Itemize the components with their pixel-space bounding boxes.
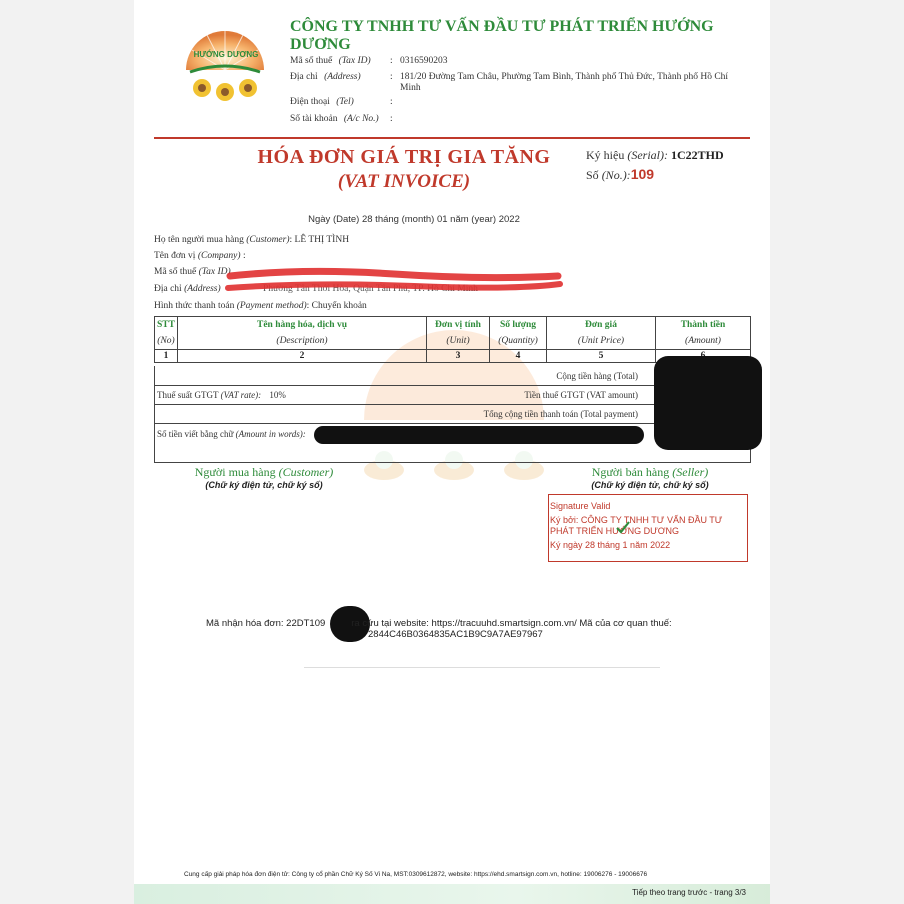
amount-words-row bbox=[157, 429, 306, 439]
header-cell: Đơn vị tính bbox=[427, 317, 490, 334]
tax-id-label-en: (Tax ID) bbox=[338, 56, 371, 66]
header-cell-en: (Unit) bbox=[427, 333, 490, 350]
invoice-title: HÓA ĐƠN GIÁ TRỊ GIA TĂNG bbox=[257, 146, 551, 168]
customer-name-row: Họ tên người mua hàng (Customer): LÊ THỊ TÌNH bbox=[154, 235, 350, 245]
header-cell-en: (Quantity) bbox=[490, 333, 547, 350]
vat-rate-label: Thuế suất GTGT bbox=[157, 390, 219, 400]
header-cell: STT bbox=[155, 317, 178, 334]
digital-signature-box bbox=[548, 494, 748, 562]
customer-name-label-en: (Customer) bbox=[246, 235, 290, 245]
buyer-title-en: (Customer) bbox=[278, 465, 334, 479]
address-label-en: (Address) bbox=[324, 72, 361, 82]
col-number: 5 bbox=[547, 350, 656, 363]
customer-company-row: Tên đơn vị (Company) : bbox=[154, 251, 246, 261]
col-number: 3 bbox=[427, 350, 490, 363]
tax-authority-code: 2844C46B0364835AC1B9C9A7AE97967 bbox=[368, 629, 543, 640]
customer-taxid-row bbox=[154, 267, 231, 277]
logo-text: HƯỚNG DƯƠNG bbox=[193, 50, 259, 59]
customer-payment-row: Hình thức thanh toán (Payment method): Chuyển khoản bbox=[154, 301, 367, 311]
buyer-sub: (Chữ ký điện tử, chữ ký số) bbox=[205, 480, 323, 490]
address-label: Địa chỉ bbox=[290, 72, 318, 82]
provider-footer: Cung cấp giải pháp hóa đơn điện tử: Công ty cổ phần Chữ Ký Số Vi Na, MST:0309612872, website: https://ehd.smartsign.com.vn, hotline: 19006276 - 19006676 bbox=[184, 871, 648, 878]
header-cell: Thành tiền bbox=[656, 317, 751, 334]
invoice-page bbox=[134, 0, 770, 904]
number-label-en: (No.): bbox=[601, 168, 631, 182]
header-cell-en: (Unit Price) bbox=[547, 333, 656, 350]
header-cell: Tên hàng hóa, dịch vụ bbox=[178, 317, 427, 334]
col-number: 1 bbox=[155, 350, 178, 363]
table-header-row bbox=[155, 317, 751, 334]
company-tel-row: Điện thoại (Tel) : bbox=[290, 97, 393, 107]
redaction-blot bbox=[314, 426, 644, 444]
seller-title: Người bán hàng bbox=[591, 465, 670, 479]
vat-rate-row bbox=[157, 390, 286, 400]
vat-amount-label: Tiền thuế GTGT (VAT amount) bbox=[524, 390, 638, 400]
total-label: Cộng tiền hàng (Total) bbox=[556, 371, 638, 381]
col-number: 2 bbox=[178, 350, 427, 363]
company-name: CÔNG TY TNHH TƯ VẤN ĐẦU TƯ PHÁT TRIỂN HƯỚNG DƯƠNG bbox=[290, 18, 714, 53]
checkmark-icon bbox=[615, 519, 631, 535]
number-label: Số bbox=[586, 168, 599, 182]
lookup-code: Mã nhận hóa đơn: 22DT109 bbox=[206, 618, 326, 629]
header-divider bbox=[154, 137, 750, 139]
customer-taxid-label: Mã số thuế bbox=[154, 267, 197, 277]
serial-label-en: (Serial): bbox=[627, 148, 668, 162]
account-label-en: (A/c No.) bbox=[343, 114, 379, 124]
tel-label-en: (Tel) bbox=[336, 97, 354, 107]
buyer-signature bbox=[174, 465, 354, 490]
page-indicator: Tiếp theo trang trước - trang 3/3 bbox=[632, 888, 746, 897]
signed-by-2: PHÁT TRIỂN HƯỚNG DƯƠNG bbox=[550, 526, 679, 536]
company-address-1: 181/20 Đường Tam Châu, Phường Tam Bình, Thành phố Thủ Đức, Thành phố Hồ Chí bbox=[400, 72, 729, 82]
customer-address-label-en: (Address) bbox=[184, 284, 221, 294]
buyer-title: Người mua hàng bbox=[194, 465, 276, 479]
redaction-blot bbox=[654, 356, 762, 450]
header-cell: Số lượng bbox=[490, 317, 547, 334]
header-cell-en: (Amount) bbox=[656, 333, 751, 350]
customer-taxid-label-en: (Tax ID) bbox=[198, 267, 231, 277]
company-address-2: Minh bbox=[400, 83, 421, 93]
invoice-serial bbox=[586, 148, 724, 163]
vat-rate: 10% bbox=[269, 390, 286, 400]
customer-name-label: Họ tên người mua hàng bbox=[154, 235, 244, 245]
payment-method: Chuyển khoản bbox=[311, 301, 367, 311]
customer-company-label-en: (Company) bbox=[197, 251, 241, 261]
customer-name: LÊ THỊ TÌNH bbox=[294, 235, 350, 245]
amount-words-label: Số tiền viết bằng chữ bbox=[157, 429, 234, 439]
number-value: 109 bbox=[630, 166, 655, 182]
redaction-scribble bbox=[224, 262, 564, 298]
payment-label: Hình thức thanh toán bbox=[154, 301, 235, 311]
total-payment-label: Tổng cộng tiền thanh toán (Total payment) bbox=[483, 409, 638, 419]
vat-rate-label-en: (VAT rate): bbox=[220, 390, 262, 400]
table-header-en-row bbox=[155, 333, 751, 350]
company-tax-id: 0316590203 bbox=[400, 56, 448, 66]
header-cell-en: (Description) bbox=[178, 333, 427, 350]
header-cell-en: (No) bbox=[155, 333, 178, 350]
amount-words-label-en: (Amount in words): bbox=[235, 429, 306, 439]
customer-address-label: Địa chỉ bbox=[154, 284, 182, 294]
payment-label-en: (Payment method) bbox=[236, 301, 307, 311]
customer-address: Phường Tân Thới Hòa, Quận Tân Phú, TP. Hồ Chí Minh bbox=[263, 284, 478, 294]
signed-date: Ký ngày 28 tháng 1 năm 2022 bbox=[550, 540, 671, 550]
invoice-subtitle: (VAT INVOICE) bbox=[337, 171, 471, 192]
items-table bbox=[154, 316, 751, 363]
serial-label: Ký hiệu bbox=[586, 148, 625, 162]
seller-signature bbox=[570, 465, 730, 490]
tel-label: Điện thoại bbox=[290, 97, 330, 107]
header-cell: Đơn giá bbox=[547, 317, 656, 334]
col-number: 4 bbox=[490, 350, 547, 363]
invoice-number bbox=[586, 166, 654, 183]
seller-title-en: (Seller) bbox=[672, 465, 709, 479]
tax-id-label: Mã số thuế bbox=[290, 56, 333, 66]
lookup-divider bbox=[304, 667, 660, 668]
serial-value: 1C22THD bbox=[670, 148, 724, 162]
signed-by-1: Ký bởi: CÔNG TY TNHH TƯ VẤN ĐẦU TƯ bbox=[550, 515, 723, 525]
company-address-row: Địa chỉ (Address) : 181/20 Đường Tam Châu, Phường Tam Bình, Thành phố Thủ Đức, Thành phố Hồ Chí Minh bbox=[290, 72, 729, 93]
company-account-row: Số tài khoản (A/c No.) : bbox=[290, 114, 393, 124]
customer-company-label: Tên đơn vị bbox=[154, 251, 196, 261]
signature-valid: Signature Valid bbox=[550, 501, 611, 511]
account-label: Số tài khoản bbox=[290, 114, 338, 124]
invoice-date: Ngày (Date) 28 tháng (month) 01 năm (year) 2022 bbox=[308, 214, 520, 225]
seller-sub: (Chữ ký điện tử, chữ ký số) bbox=[591, 480, 709, 490]
company-logo-icon bbox=[182, 20, 268, 106]
lookup-website: ra cứu tại website: https://tracuuhd.smartsign.com.vn/ Mã của cơ quan thuế: bbox=[351, 618, 672, 629]
lookup-info bbox=[206, 618, 766, 640]
company-tax-row: Mã số thuế (Tax ID) : 0316590203 bbox=[290, 56, 448, 66]
